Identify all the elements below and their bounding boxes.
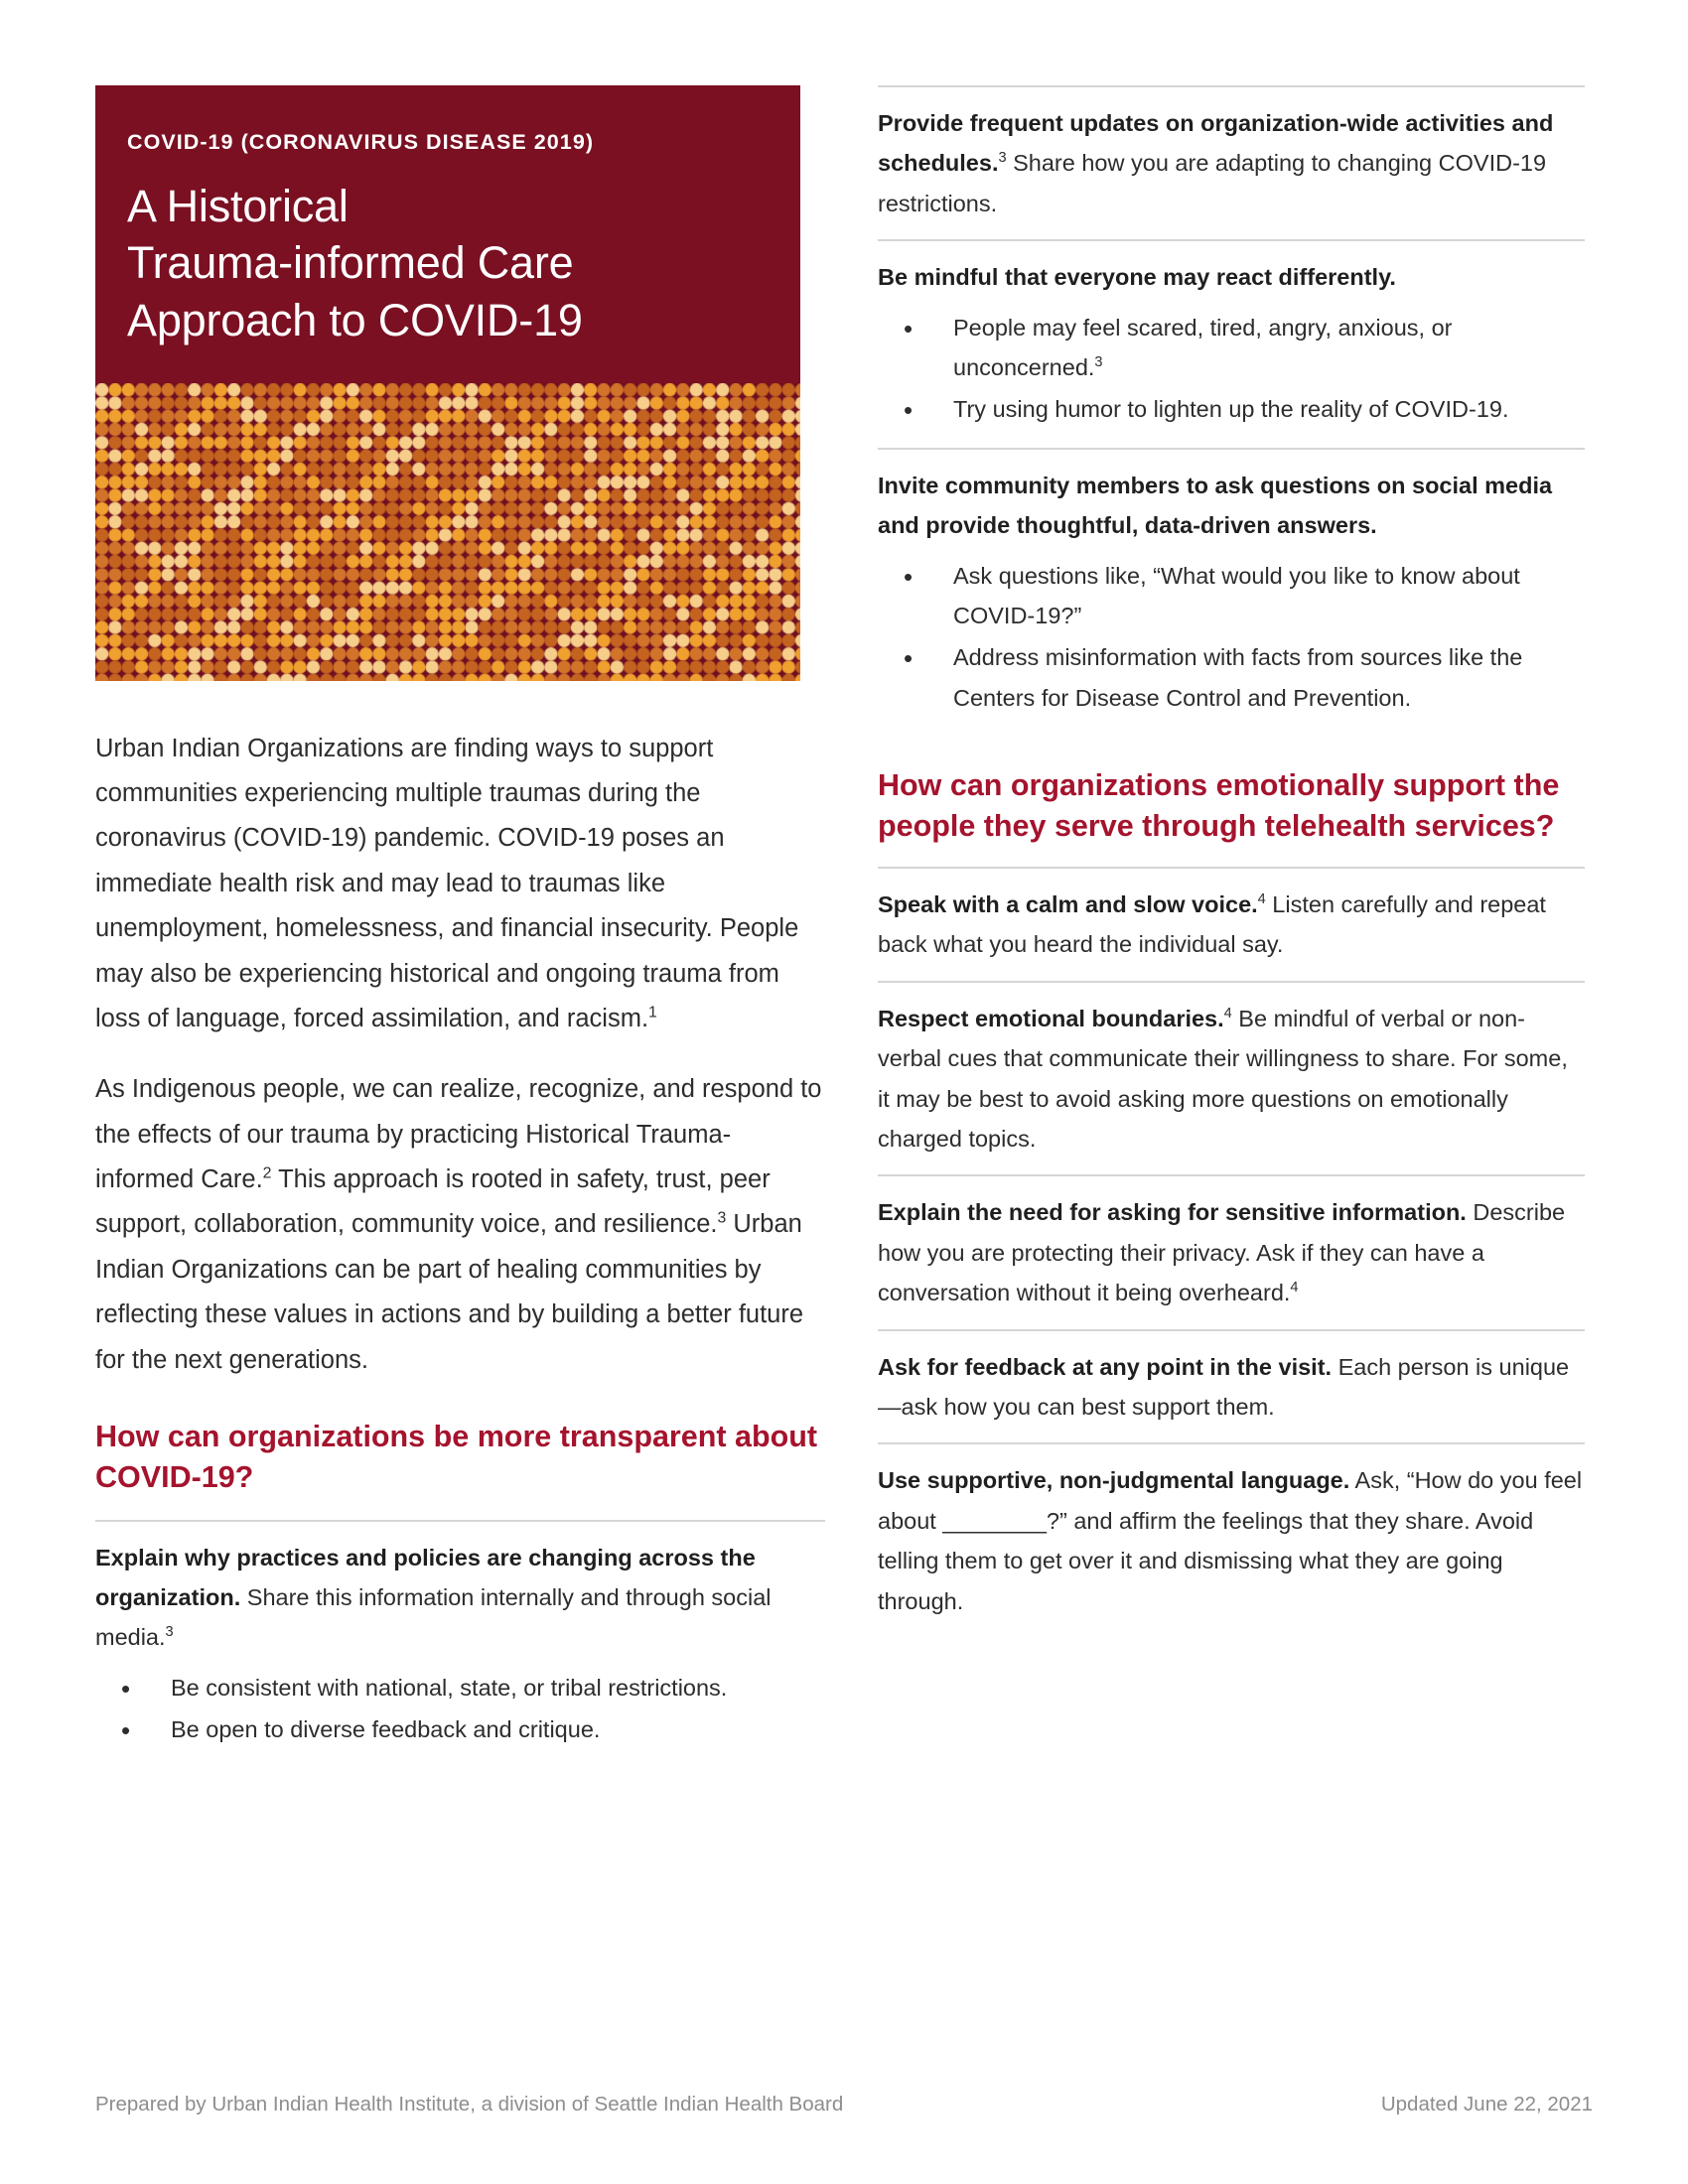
entry-text (878, 1347, 1585, 1428)
two-column-layout (95, 85, 1583, 1768)
entry-bold-lead: Provide frequent updates on organization-wide activities and schedules. (878, 110, 1554, 177)
right-entries-top (878, 85, 1585, 736)
entry-item (878, 87, 1585, 241)
entry-item (878, 1444, 1585, 1637)
page-footer (95, 2093, 1593, 2116)
entry-item (878, 869, 1585, 983)
entry-bold-lead: Explain the need for asking for sensitive information. (878, 1199, 1467, 1226)
entry-bold-lead: Respect emotional boundaries. (878, 1005, 1224, 1031)
entry-bold-lead: Invite community members to ask questions on social media and provide thoughtful, data-driven answers. (878, 472, 1553, 539)
footnote-ref: 3 (165, 1624, 174, 1641)
entry-rest: Share this information internally and through social media. (95, 1584, 772, 1651)
masthead-title-line-2: Trauma-informed Care (127, 237, 574, 289)
list-item: • Be open to diverse feedback and critique. (95, 1709, 825, 1749)
list-item: • Be consistent with national, state, or tribal restrictions. (95, 1668, 825, 1707)
intro-paragraph-2-rest-b: Urban Indian Organizations can be part of healing communities by reflecting these values in actions and by building a better future for the next generations. (95, 1210, 804, 1374)
footnote-ref-3: 3 (717, 1209, 727, 1227)
entry-item (878, 1176, 1585, 1330)
entry-text (878, 466, 1585, 546)
footnote-ref: 3 (998, 150, 1007, 167)
entry-bold-lead: Use supportive, non-judgmental language. (878, 1467, 1350, 1494)
footer-updated-date: Updated June 22, 2021 (1380, 2093, 1593, 2116)
masthead-title-line-1: A Historical (127, 180, 349, 231)
footer-attribution: Prepared by Urban Indian Health Institute, a division of Seattle Indian Health Board (95, 2093, 844, 2116)
entry-text (95, 1538, 825, 1658)
entry-item (878, 1331, 1585, 1445)
entry-bullet-list (95, 1668, 825, 1750)
intro-paragraph-2-text: As Indigenous people, we can realize, recognize, and respond to the effects of our trauma by practicing Historical Trauma-informed Care. (95, 1075, 822, 1194)
intro-paragraph-1 (95, 727, 825, 1042)
list-item (878, 308, 1585, 388)
entry-item (878, 450, 1585, 736)
entry-rest: Be mindful of verbal or non-verbal cues that communicate their willingness to share. For some, it may be best to avoid asking more questions on emotionally charged topics. (878, 1005, 1568, 1153)
entry-text (878, 1460, 1585, 1621)
list-item: • Try using humor to lighten up the reality of COVID-19. (878, 389, 1585, 429)
beadwork-canvas (95, 383, 800, 681)
beadwork-pattern-graphic (95, 383, 800, 681)
intro-paragraph-2 (95, 1067, 825, 1383)
right-entries-bottom (878, 867, 1585, 1637)
entry-text (878, 103, 1585, 223)
entry-rest: Describe how you are protecting their privacy. Ask if they can have a conversation without it being overheard. (878, 1199, 1566, 1306)
list-item: • Ask questions like, “What would you like to know about COVID-19?” (878, 556, 1585, 636)
left-column (95, 85, 825, 1768)
right-section-heading: How can organizations emotionally support the people they serve through telehealth services? (878, 768, 1560, 844)
intro-paragraph-2-rest-a: This approach is rooted in safety, trust, peer support, collaboration, community voice, and resilience. (95, 1165, 771, 1239)
masthead-title (127, 178, 769, 349)
entry-item (95, 1522, 825, 1768)
list-item: • Address misinformation with facts from sources like the Centers for Disease Control and Prevention. (878, 637, 1585, 718)
intro-paragraph-1-text: Urban Indian Organizations are finding ways to support communities experiencing multiple traumas during the coronavirus (COVID-19) pandemic. COVID-19 poses an immediate health risk and may lead to traumas like unemployment, homelessness, and financial insecurity. People may also be experiencing historical and ongoing trauma from loss of language, forced assimilation, and racism. (95, 734, 799, 1032)
entry-bold-lead: Explain why practices and policies are changing across the organization. (95, 1544, 756, 1611)
right-column (878, 85, 1585, 1637)
entry-text (878, 1192, 1585, 1312)
entry-bold-lead: Ask for feedback at any point in the visit. (878, 1353, 1333, 1380)
footnote-ref: 3 (1094, 354, 1103, 371)
list-item-text: People may feel scared, tired, angry, anxious, or unconcerned. (953, 314, 1453, 381)
entry-rest: Listen carefully and repeat back what you heard the individual say. (878, 891, 1546, 958)
entry-bold-lead: Be mindful that everyone may react differently. (878, 264, 1396, 291)
footnote-ref: 4 (1223, 1005, 1232, 1022)
left-section-heading: How can organizations be more transparent about COVID-19? (95, 1419, 818, 1494)
footnote-ref: 4 (1290, 1280, 1299, 1297)
entry-text (878, 257, 1585, 297)
entry-bullet-list (878, 308, 1585, 430)
masthead-title-line-3: Approach to COVID-19 (127, 295, 583, 346)
entry-rest: Ask, “How do you feel about ________?” and affirm the feelings that they share. Avoid telling them to get over it and dismissing what they are going through. (878, 1467, 1583, 1614)
entry-rest: Share how you are adapting to changing COVID-19 restrictions. (878, 150, 1547, 216)
masthead-eyebrow: COVID-19 (CORONAVIRUS DISEASE 2019) (127, 130, 595, 154)
footnote-ref-1: 1 (648, 1004, 657, 1022)
masthead-banner (95, 85, 800, 383)
entry-rest: Each person is unique—ask how you can best support them. (878, 1353, 1570, 1421)
footnote-ref-2: 2 (262, 1164, 272, 1182)
entry-item (878, 241, 1585, 450)
entry-text (878, 999, 1585, 1160)
left-entries-list (95, 1520, 825, 1768)
entry-item (878, 983, 1585, 1177)
intro-paragraphs (95, 727, 825, 1383)
footnote-ref: 4 (1257, 891, 1266, 908)
entry-bold-lead: Speak with a calm and slow voice. (878, 891, 1258, 917)
entry-bullet-list (878, 556, 1585, 719)
entry-text (878, 885, 1585, 965)
